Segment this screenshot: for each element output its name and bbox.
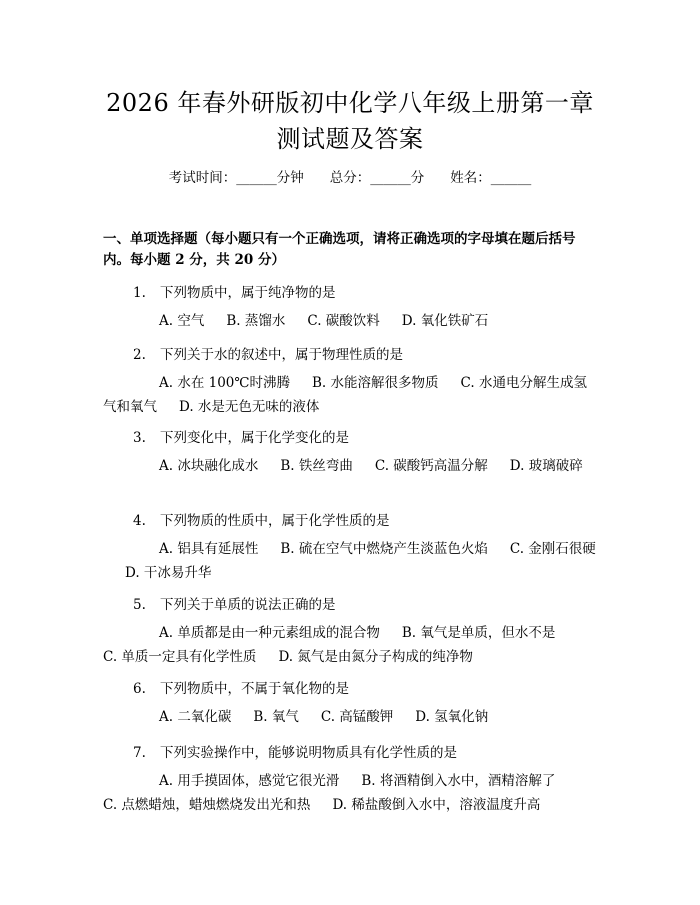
- exam-info-line: [0, 168, 700, 188]
- option-c: C. 单质一定具有化学性质: [103, 649, 257, 665]
- option-b: B. 氧气: [253, 709, 299, 725]
- question-text: 下列变化中，属于化学变化的是: [160, 430, 349, 446]
- question-stem: [103, 741, 598, 765]
- question-number: 5.: [133, 597, 146, 613]
- question-number: 3.: [133, 430, 146, 446]
- option-c: C. 点燃蜡烛，蜡烛燃烧发出光和热: [103, 797, 311, 813]
- exam-time-field: 考试时间：______分钟: [168, 170, 304, 186]
- option-c: C. 金刚石很硬: [509, 541, 596, 557]
- question-number: 6.: [133, 681, 146, 697]
- question-7: [103, 741, 598, 817]
- option-a: A. 用手摸固体，感觉它很光滑: [159, 773, 340, 789]
- question-stem: [103, 426, 598, 450]
- page-title-line-1: 2026 年春外研版初中化学八年级上册第一章: [106, 89, 594, 117]
- question-options: [103, 769, 598, 817]
- question-number: 1.: [133, 285, 146, 301]
- question-options: [103, 454, 598, 478]
- question-2: [103, 343, 598, 419]
- question-options: [103, 621, 598, 669]
- option-c: C. 高锰酸钾: [320, 709, 394, 725]
- option-d: D. 稀盐酸倒入水中，溶液温度升高: [332, 797, 541, 813]
- option-a: A. 铝具有延展性: [159, 541, 259, 557]
- option-d: D. 氮气是由氮分子构成的纯净物: [278, 649, 473, 665]
- option-a: A. 水在 100℃时沸腾: [159, 375, 290, 391]
- question-stem: [103, 281, 598, 305]
- question-stem: [103, 677, 598, 701]
- student-name-field: 姓名：______: [450, 170, 532, 186]
- question-5: [103, 593, 598, 669]
- option-b: B. 水能溶解很多物质: [312, 375, 439, 391]
- option-d: D. 氧化铁矿石: [401, 313, 489, 329]
- option-b: B. 铁丝弯曲: [280, 458, 353, 474]
- option-b: B. 硫在空气中燃烧产生淡蓝色火焰: [280, 541, 488, 557]
- question-number: 4.: [133, 513, 146, 529]
- question-stem: [103, 343, 598, 367]
- question-text: 下列物质中，不属于氧化物的是: [160, 681, 349, 697]
- option-c: C. 碳酸饮料: [307, 313, 380, 329]
- question-number: 2.: [133, 347, 146, 363]
- question-text: 下列关于单质的说法正确的是: [160, 597, 336, 613]
- option-d: D. 干冰易升华: [125, 565, 212, 581]
- question-text: 下列物质的性质中，属于化学性质的是: [160, 513, 390, 529]
- option-a: A. 二氧化碳: [159, 709, 232, 725]
- total-score-field: 总分：______分: [329, 170, 425, 186]
- question-stem: [103, 509, 598, 533]
- question-options: [103, 537, 598, 585]
- option-a: A. 冰块融化成水: [159, 458, 259, 474]
- section-heading: 一、单项选择题（每小题只有一个正确选项，请将正确选项的字母填在题后括号内。每小题 2 分，共 20 分）: [103, 231, 576, 268]
- question-6: [103, 677, 598, 729]
- question-text: 下列物质中，属于纯净物的是: [160, 285, 336, 301]
- question-1: [103, 281, 598, 333]
- question-options: [103, 705, 598, 729]
- option-a: A. 空气: [159, 313, 205, 329]
- question-4: [103, 509, 598, 585]
- question-text: 下列实验操作中，能够说明物质具有化学性质的是: [160, 745, 457, 761]
- option-a: A. 单质都是由一种元素组成的混合物: [159, 625, 380, 641]
- option-b: B. 蒸馏水: [226, 313, 286, 329]
- question-number: 7.: [133, 745, 146, 761]
- question-options: [103, 371, 598, 419]
- question-stem: [103, 593, 598, 617]
- page-title-line-2: 测试题及答案: [276, 125, 424, 153]
- option-d: D. 玻璃破碎: [509, 458, 583, 474]
- question-text: 下列关于水的叙述中，属于物理性质的是: [160, 347, 403, 363]
- option-d: D. 氢氧化钠: [415, 709, 489, 725]
- option-b: B. 氧气是单质，但水不是: [401, 625, 556, 641]
- option-d: D. 水是无色无味的液体: [179, 399, 320, 415]
- option-b: B. 将酒精倒入水中，酒精溶解了: [361, 773, 556, 789]
- question-options: [103, 309, 598, 333]
- question-3: [103, 426, 598, 478]
- option-c: C. 水通电分解生成氢气和氧气: [103, 375, 587, 415]
- option-c: C. 碳酸钙高温分解: [374, 458, 488, 474]
